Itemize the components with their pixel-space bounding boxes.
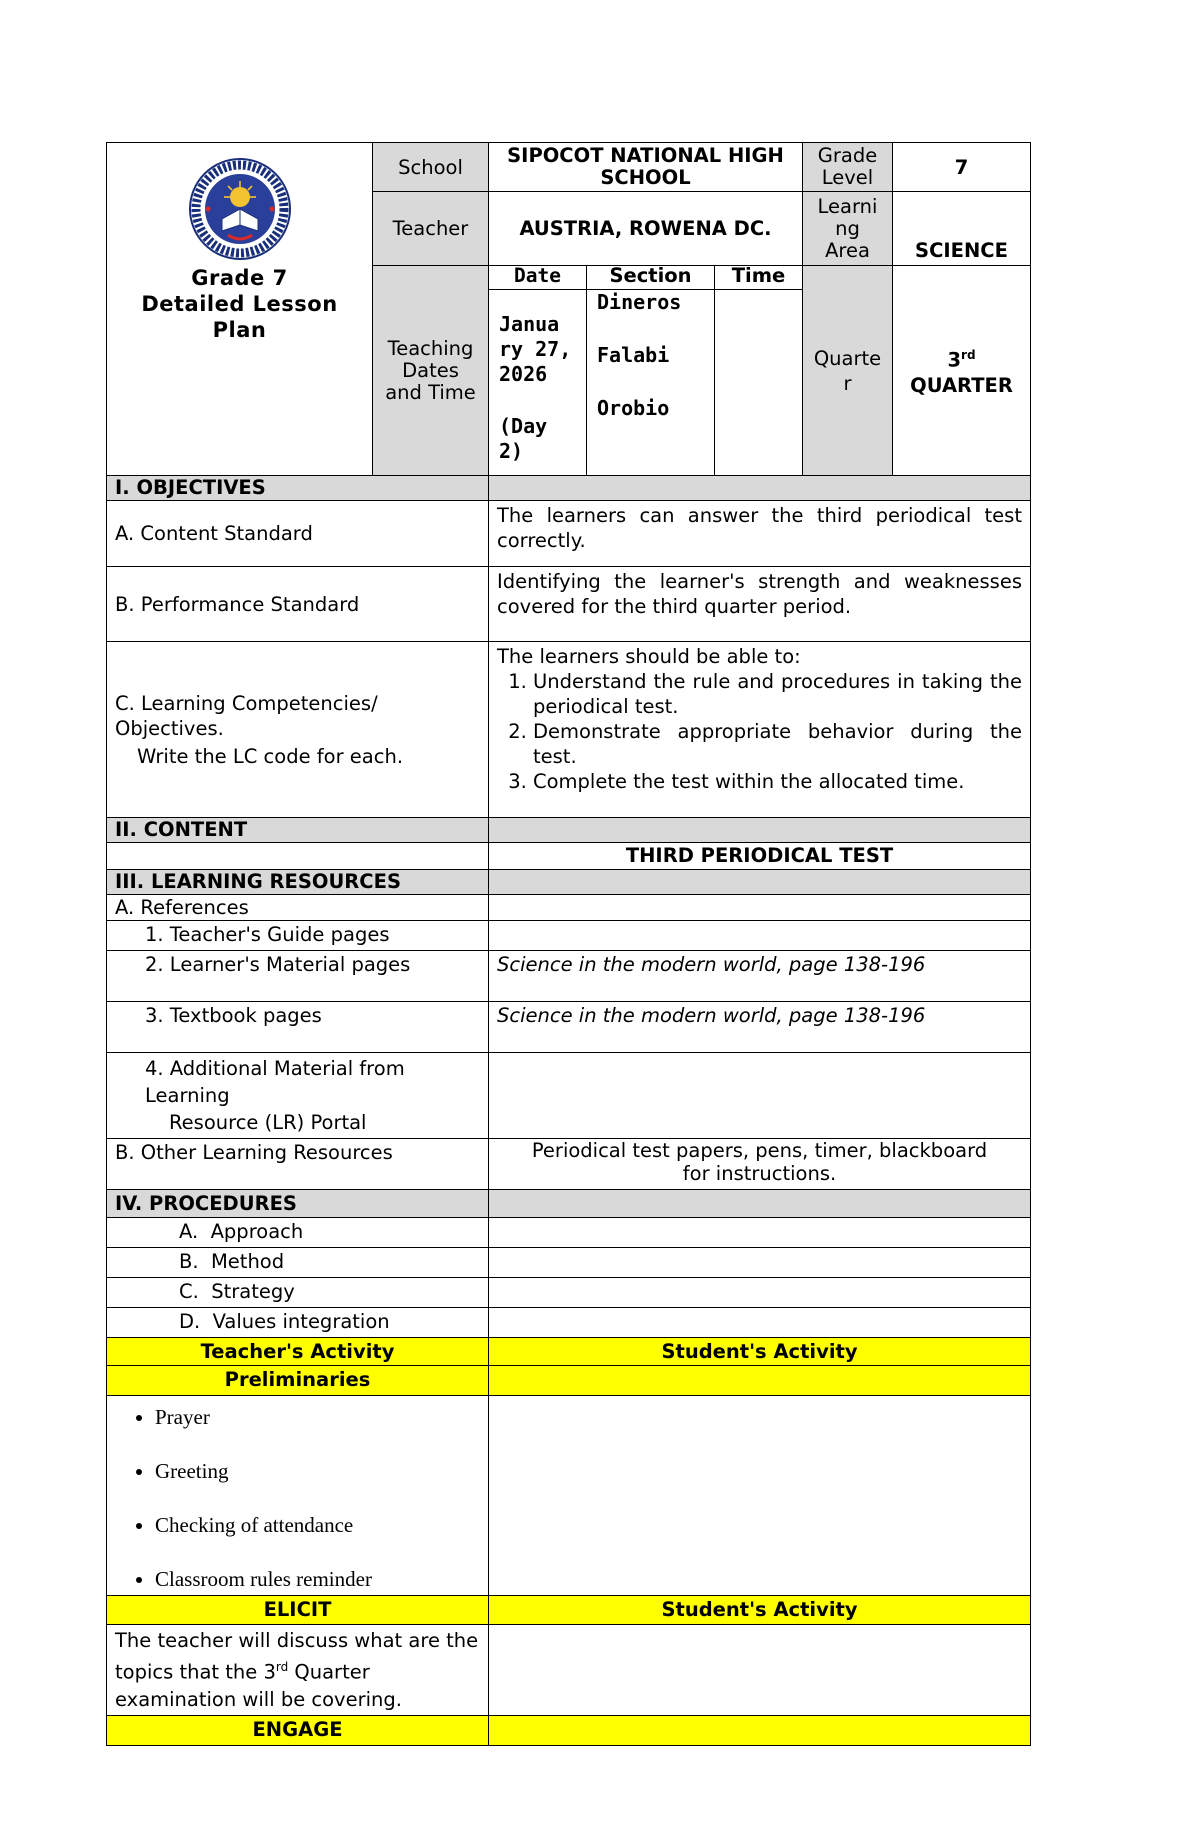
objectives-heading: I. OBJECTIVES	[107, 476, 489, 501]
engage-header: ENGAGE	[107, 1715, 489, 1745]
competency-item: 1. Understand the rule and procedures in taking the periodical test.	[533, 669, 1022, 719]
performance-standard-label: B. Performance Standard	[107, 567, 489, 642]
procedure-item-value	[489, 1278, 1031, 1308]
preliminary-item: • Checking of attendance	[155, 1512, 480, 1538]
content-standard-value: The learners can answer the third periodical test correctly.	[489, 501, 1031, 567]
quarter-number: 3	[947, 348, 962, 372]
preliminary-item: • Greeting	[155, 1458, 480, 1484]
date-column-header: Date	[489, 266, 587, 290]
school-value: SIPOCOT NATIONAL HIGH SCHOOL	[489, 143, 803, 192]
lr-portal-label-cont: Resource (LR) Portal	[169, 1111, 367, 1134]
resources-heading-right	[489, 870, 1031, 895]
elicit-student-header: Student's Activity	[489, 1596, 1031, 1625]
competencies-list	[497, 669, 1022, 794]
dlp-title-line2: Detailed Lesson	[141, 292, 338, 316]
references-value	[489, 895, 1031, 921]
procedures-heading: IV. PROCEDURES	[107, 1190, 489, 1218]
date-day: (Day 2)	[499, 414, 548, 463]
grade-level-label: Grade Level	[803, 143, 893, 192]
teaching-dates-label: Teaching Dates and Time	[373, 266, 489, 476]
preliminary-item: • Prayer	[155, 1404, 480, 1430]
sections-cell	[587, 290, 715, 476]
procedures-heading-right	[489, 1190, 1031, 1218]
learning-area-value: SCIENCE	[893, 192, 1031, 266]
grade-level-value: 7	[893, 143, 1031, 192]
lr-portal-label-cell	[107, 1053, 489, 1139]
competencies-intro: The learners should be able to:	[497, 645, 801, 668]
content-label-empty	[107, 843, 489, 870]
section-column-header: Section	[587, 266, 715, 290]
competencies-sublabel: Write the LC code for each.	[137, 744, 404, 768]
preliminaries-list	[115, 1404, 480, 1592]
school-label: School	[373, 143, 489, 192]
preliminaries-header-right	[489, 1366, 1031, 1396]
content-heading: II. CONTENT	[107, 818, 489, 843]
content-standard-label: A. Content Standard	[107, 501, 489, 567]
students-activity-header: Student's Activity	[489, 1338, 1031, 1366]
other-resources-label: B. Other Learning Resources	[107, 1139, 489, 1190]
preliminaries-student-cell	[489, 1396, 1031, 1596]
procedure-item-value	[489, 1308, 1031, 1338]
textbook-value: Science in the modern world, page 138-196	[489, 1002, 1031, 1053]
teachers-guide-value	[489, 921, 1031, 951]
resources-heading: III. LEARNING RESOURCES	[107, 870, 489, 895]
references-label: A. References	[107, 895, 489, 921]
competencies-label: C. Learning Competencies/ Objectives.	[115, 691, 378, 740]
lesson-plan-table	[106, 142, 1031, 1746]
procedure-item-value	[489, 1248, 1031, 1278]
date-value: Janua ry 27, 2026	[499, 312, 572, 386]
engage-header-right	[489, 1715, 1031, 1745]
competency-item: 2. Demonstrate appropriate behavior during the test.	[533, 719, 1022, 769]
learning-area-label: Learni ng Area	[803, 192, 893, 266]
procedure-item-value	[489, 1218, 1031, 1248]
learners-material-value: Science in the modern world, page 138-196	[489, 951, 1031, 1002]
deped-seal-icon	[188, 157, 292, 261]
teachers-activity-header: Teacher's Activity	[107, 1338, 489, 1366]
learners-material-label: 2. Learner's Material pages	[107, 951, 489, 1002]
elicit-text-cont: Quarter examination will be covering.	[115, 1660, 402, 1711]
teachers-guide-label: 1. Teacher's Guide pages	[107, 921, 489, 951]
content-heading-right	[489, 818, 1031, 843]
lr-portal-value	[489, 1053, 1031, 1139]
elicit-header: ELICIT	[107, 1596, 489, 1625]
competencies-label-cell	[107, 642, 489, 818]
performance-standard-value: Identifying the learner's strength and weaknesses covered for the third quarter period.	[489, 567, 1031, 642]
quarter-value	[893, 266, 1031, 476]
elicit-text-sup: rd	[275, 1660, 289, 1674]
elicit-text: The teacher will discuss what are the topics that the 3	[115, 1629, 479, 1684]
date-value-cell	[489, 290, 587, 476]
dlp-title-line3: Plan	[212, 318, 267, 342]
quarter-word: QUARTER	[910, 373, 1013, 397]
textbook-label: 3. Textbook pages	[107, 1002, 489, 1053]
time-value-cell	[715, 290, 803, 476]
teacher-value: AUSTRIA, ROWENA DC.	[489, 192, 803, 266]
competencies-value-cell	[489, 642, 1031, 818]
section-item: Falabi	[597, 343, 670, 367]
quarter-suffix: rd	[961, 348, 976, 363]
preliminaries-header: Preliminaries	[107, 1366, 489, 1396]
dlp-title-line1: Grade 7	[191, 266, 288, 290]
objectives-heading-right	[489, 476, 1031, 501]
procedure-item: C. Strategy	[107, 1278, 489, 1308]
lr-portal-label: 4. Additional Material from Learning	[145, 1057, 405, 1107]
preliminary-item: • Classroom rules reminder	[155, 1566, 480, 1592]
procedure-item: D. Values integration	[107, 1308, 489, 1338]
content-value: THIRD PERIODICAL TEST	[489, 843, 1031, 870]
elicit-student-cell	[489, 1625, 1031, 1716]
preliminaries-cell	[107, 1396, 489, 1596]
header-logo-cell	[107, 143, 373, 476]
teacher-label: Teacher	[373, 192, 489, 266]
elicit-text-cell	[107, 1625, 489, 1716]
competency-item: 3. Complete the test within the allocated time.	[533, 769, 1022, 794]
section-item: Dineros	[597, 290, 682, 314]
procedure-item: A. Approach	[107, 1218, 489, 1248]
time-column-header: Time	[715, 266, 803, 290]
section-item: Orobio	[597, 396, 670, 420]
procedure-item: B. Method	[107, 1248, 489, 1278]
quarter-label: Quarte r	[803, 266, 893, 476]
other-resources-value: Periodical test papers, pens, timer, blackboard for instructions.	[489, 1139, 1031, 1190]
